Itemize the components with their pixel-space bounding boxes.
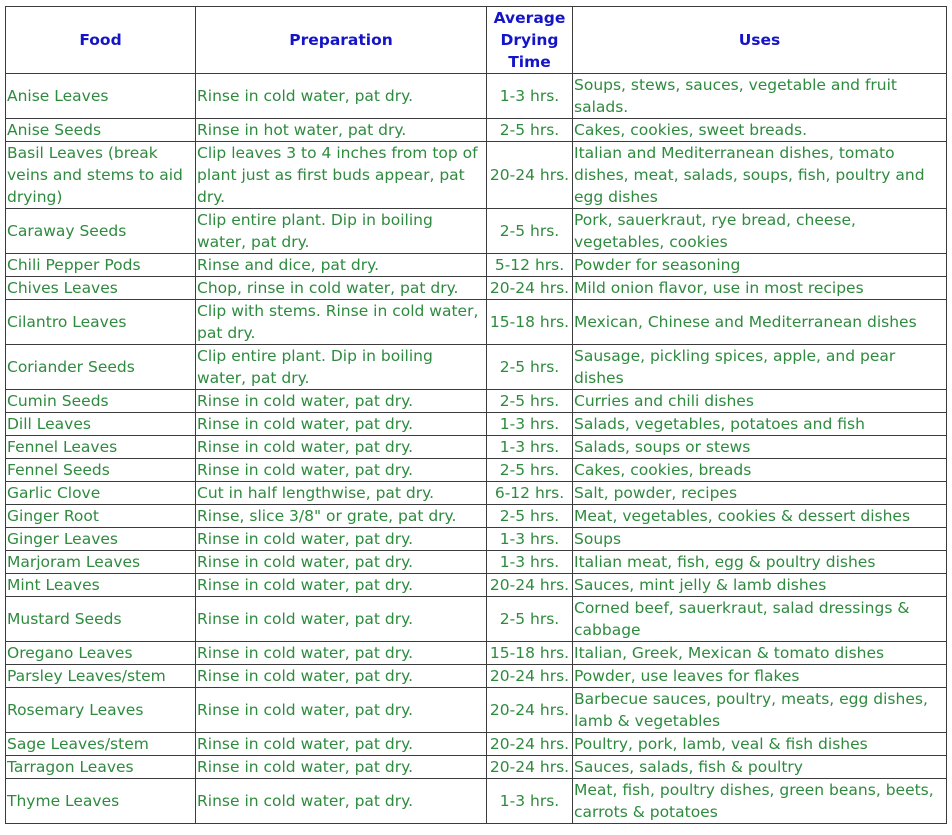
preparation-cell: Rinse in cold water, pat dry. bbox=[196, 436, 487, 459]
uses-cell: Sauces, mint jelly & lamb dishes bbox=[573, 574, 947, 597]
preparation-cell: Rinse in cold water, pat dry. bbox=[196, 665, 487, 688]
uses-cell: Corned beef, sauerkraut, salad dressings & cabbage bbox=[573, 597, 947, 642]
drying-time-cell: 1-3 hrs. bbox=[487, 413, 573, 436]
herb-drying-table bbox=[5, 6, 947, 824]
food-cell: Rosemary Leaves bbox=[6, 688, 196, 733]
table-row bbox=[6, 413, 947, 436]
header-average-drying-time bbox=[487, 7, 573, 74]
food-cell: Oregano Leaves bbox=[6, 642, 196, 665]
food-cell: Basil Leaves (break veins and stems to aid drying) bbox=[6, 142, 196, 209]
drying-time-cell: 1-3 hrs. bbox=[487, 528, 573, 551]
food-cell: Thyme Leaves bbox=[6, 779, 196, 824]
drying-time-cell: 2-5 hrs. bbox=[487, 119, 573, 142]
uses-cell: Meat, fish, poultry dishes, green beans, beets, carrots & potatoes bbox=[573, 779, 947, 824]
food-cell: Caraway Seeds bbox=[6, 209, 196, 254]
preparation-cell: Rinse in cold water, pat dry. bbox=[196, 756, 487, 779]
drying-time-cell: 2-5 hrs. bbox=[487, 505, 573, 528]
table-row bbox=[6, 665, 947, 688]
table-row bbox=[6, 756, 947, 779]
header-row bbox=[6, 7, 947, 74]
table-row bbox=[6, 436, 947, 459]
header-time-line1: Average bbox=[493, 9, 566, 27]
food-cell: Cilantro Leaves bbox=[6, 300, 196, 345]
preparation-cell: Clip entire plant. Dip in boiling water, pat dry. bbox=[196, 209, 487, 254]
drying-time-cell: 1-3 hrs. bbox=[487, 779, 573, 824]
food-cell: Anise Leaves bbox=[6, 74, 196, 119]
food-cell: Fennel Seeds bbox=[6, 459, 196, 482]
drying-time-cell: 15-18 hrs. bbox=[487, 642, 573, 665]
drying-time-cell: 20-24 hrs. bbox=[487, 733, 573, 756]
uses-cell: Barbecue sauces, poultry, meats, egg dishes, lamb & vegetables bbox=[573, 688, 947, 733]
uses-cell: Cakes, cookies, breads bbox=[573, 459, 947, 482]
table-row bbox=[6, 300, 947, 345]
table-row bbox=[6, 688, 947, 733]
table-row bbox=[6, 209, 947, 254]
preparation-cell: Cut in half lengthwise, pat dry. bbox=[196, 482, 487, 505]
uses-cell: Soups bbox=[573, 528, 947, 551]
table-row bbox=[6, 390, 947, 413]
drying-time-cell: 20-24 hrs. bbox=[487, 665, 573, 688]
table-row bbox=[6, 779, 947, 824]
food-cell: Sage Leaves/stem bbox=[6, 733, 196, 756]
drying-time-cell: 2-5 hrs. bbox=[487, 459, 573, 482]
uses-cell: Curries and chili dishes bbox=[573, 390, 947, 413]
preparation-cell: Rinse in cold water, pat dry. bbox=[196, 528, 487, 551]
preparation-cell: Rinse in cold water, pat dry. bbox=[196, 390, 487, 413]
uses-cell: Sausage, pickling spices, apple, and pear dishes bbox=[573, 345, 947, 390]
preparation-cell: Clip leaves 3 to 4 inches from top of plant just as first buds appear, pat dry. bbox=[196, 142, 487, 209]
drying-time-cell: 1-3 hrs. bbox=[487, 436, 573, 459]
food-cell: Mint Leaves bbox=[6, 574, 196, 597]
uses-cell: Mexican, Chinese and Mediterranean dishes bbox=[573, 300, 947, 345]
drying-time-cell: 6-12 hrs. bbox=[487, 482, 573, 505]
table-row bbox=[6, 574, 947, 597]
preparation-cell: Rinse in cold water, pat dry. bbox=[196, 413, 487, 436]
drying-time-cell: 5-12 hrs. bbox=[487, 254, 573, 277]
table-row bbox=[6, 482, 947, 505]
drying-time-cell: 2-5 hrs. bbox=[487, 597, 573, 642]
preparation-cell: Rinse and dice, pat dry. bbox=[196, 254, 487, 277]
preparation-cell: Rinse in cold water, pat dry. bbox=[196, 74, 487, 119]
preparation-cell: Rinse in cold water, pat dry. bbox=[196, 688, 487, 733]
uses-cell: Sauces, salads, fish & poultry bbox=[573, 756, 947, 779]
header-time-line2: Drying bbox=[500, 31, 559, 49]
drying-time-cell: 2-5 hrs. bbox=[487, 209, 573, 254]
food-cell: Fennel Leaves bbox=[6, 436, 196, 459]
uses-cell: Poultry, pork, lamb, veal & fish dishes bbox=[573, 733, 947, 756]
table-row bbox=[6, 505, 947, 528]
drying-time-cell: 20-24 hrs. bbox=[487, 688, 573, 733]
table-row bbox=[6, 597, 947, 642]
uses-cell: Salads, soups or stews bbox=[573, 436, 947, 459]
food-cell: Marjoram Leaves bbox=[6, 551, 196, 574]
food-cell: Ginger Leaves bbox=[6, 528, 196, 551]
drying-time-cell: 15-18 hrs. bbox=[487, 300, 573, 345]
uses-cell: Powder, use leaves for flakes bbox=[573, 665, 947, 688]
preparation-cell: Rinse in hot water, pat dry. bbox=[196, 119, 487, 142]
header-preparation: Preparation bbox=[196, 7, 487, 74]
table-row bbox=[6, 119, 947, 142]
preparation-cell: Rinse in cold water, pat dry. bbox=[196, 551, 487, 574]
food-cell: Parsley Leaves/stem bbox=[6, 665, 196, 688]
food-cell: Anise Seeds bbox=[6, 119, 196, 142]
food-cell: Dill Leaves bbox=[6, 413, 196, 436]
food-cell: Chili Pepper Pods bbox=[6, 254, 196, 277]
uses-cell: Salt, powder, recipes bbox=[573, 482, 947, 505]
preparation-cell: Rinse in cold water, pat dry. bbox=[196, 574, 487, 597]
table-row bbox=[6, 642, 947, 665]
food-cell: Chives Leaves bbox=[6, 277, 196, 300]
uses-cell: Meat, vegetables, cookies & dessert dishes bbox=[573, 505, 947, 528]
drying-time-cell: 20-24 hrs. bbox=[487, 756, 573, 779]
header-uses: Uses bbox=[573, 7, 947, 74]
drying-time-cell: 20-24 hrs. bbox=[487, 574, 573, 597]
table-row bbox=[6, 551, 947, 574]
drying-time-cell: 1-3 hrs. bbox=[487, 74, 573, 119]
uses-cell: Pork, sauerkraut, rye bread, cheese, vegetables, cookies bbox=[573, 209, 947, 254]
food-cell: Cumin Seeds bbox=[6, 390, 196, 413]
uses-cell: Powder for seasoning bbox=[573, 254, 947, 277]
drying-time-cell: 20-24 hrs. bbox=[487, 277, 573, 300]
table-row bbox=[6, 277, 947, 300]
uses-cell: Mild onion flavor, use in most recipes bbox=[573, 277, 947, 300]
table-row bbox=[6, 254, 947, 277]
preparation-cell: Rinse in cold water, pat dry. bbox=[196, 642, 487, 665]
uses-cell: Italian, Greek, Mexican & tomato dishes bbox=[573, 642, 947, 665]
header-food: Food bbox=[6, 7, 196, 74]
food-cell: Mustard Seeds bbox=[6, 597, 196, 642]
uses-cell: Soups, stews, sauces, vegetable and fruit salads. bbox=[573, 74, 947, 119]
food-cell: Ginger Root bbox=[6, 505, 196, 528]
food-cell: Garlic Clove bbox=[6, 482, 196, 505]
table-row bbox=[6, 528, 947, 551]
uses-cell: Cakes, cookies, sweet breads. bbox=[573, 119, 947, 142]
table-row bbox=[6, 142, 947, 209]
preparation-cell: Clip entire plant. Dip in boiling water, pat dry. bbox=[196, 345, 487, 390]
uses-cell: Italian and Mediterranean dishes, tomato dishes, meat, salads, soups, fish, poultry and egg dishes bbox=[573, 142, 947, 209]
table-row bbox=[6, 345, 947, 390]
preparation-cell: Rinse, slice 3/8" or grate, pat dry. bbox=[196, 505, 487, 528]
preparation-cell: Rinse in cold water, pat dry. bbox=[196, 597, 487, 642]
preparation-cell: Rinse in cold water, pat dry. bbox=[196, 733, 487, 756]
drying-time-cell: 2-5 hrs. bbox=[487, 390, 573, 413]
table-row bbox=[6, 74, 947, 119]
uses-cell: Salads, vegetables, potatoes and fish bbox=[573, 413, 947, 436]
drying-time-cell: 2-5 hrs. bbox=[487, 345, 573, 390]
uses-cell: Italian meat, fish, egg & poultry dishes bbox=[573, 551, 947, 574]
table-row bbox=[6, 459, 947, 482]
table-row bbox=[6, 733, 947, 756]
header-time-line3: Time bbox=[508, 53, 551, 71]
food-cell: Coriander Seeds bbox=[6, 345, 196, 390]
preparation-cell: Chop, rinse in cold water, pat dry. bbox=[196, 277, 487, 300]
drying-time-cell: 20-24 hrs. bbox=[487, 142, 573, 209]
preparation-cell: Clip with stems. Rinse in cold water, pat dry. bbox=[196, 300, 487, 345]
preparation-cell: Rinse in cold water, pat dry. bbox=[196, 779, 487, 824]
preparation-cell: Rinse in cold water, pat dry. bbox=[196, 459, 487, 482]
drying-time-cell: 1-3 hrs. bbox=[487, 551, 573, 574]
food-cell: Tarragon Leaves bbox=[6, 756, 196, 779]
